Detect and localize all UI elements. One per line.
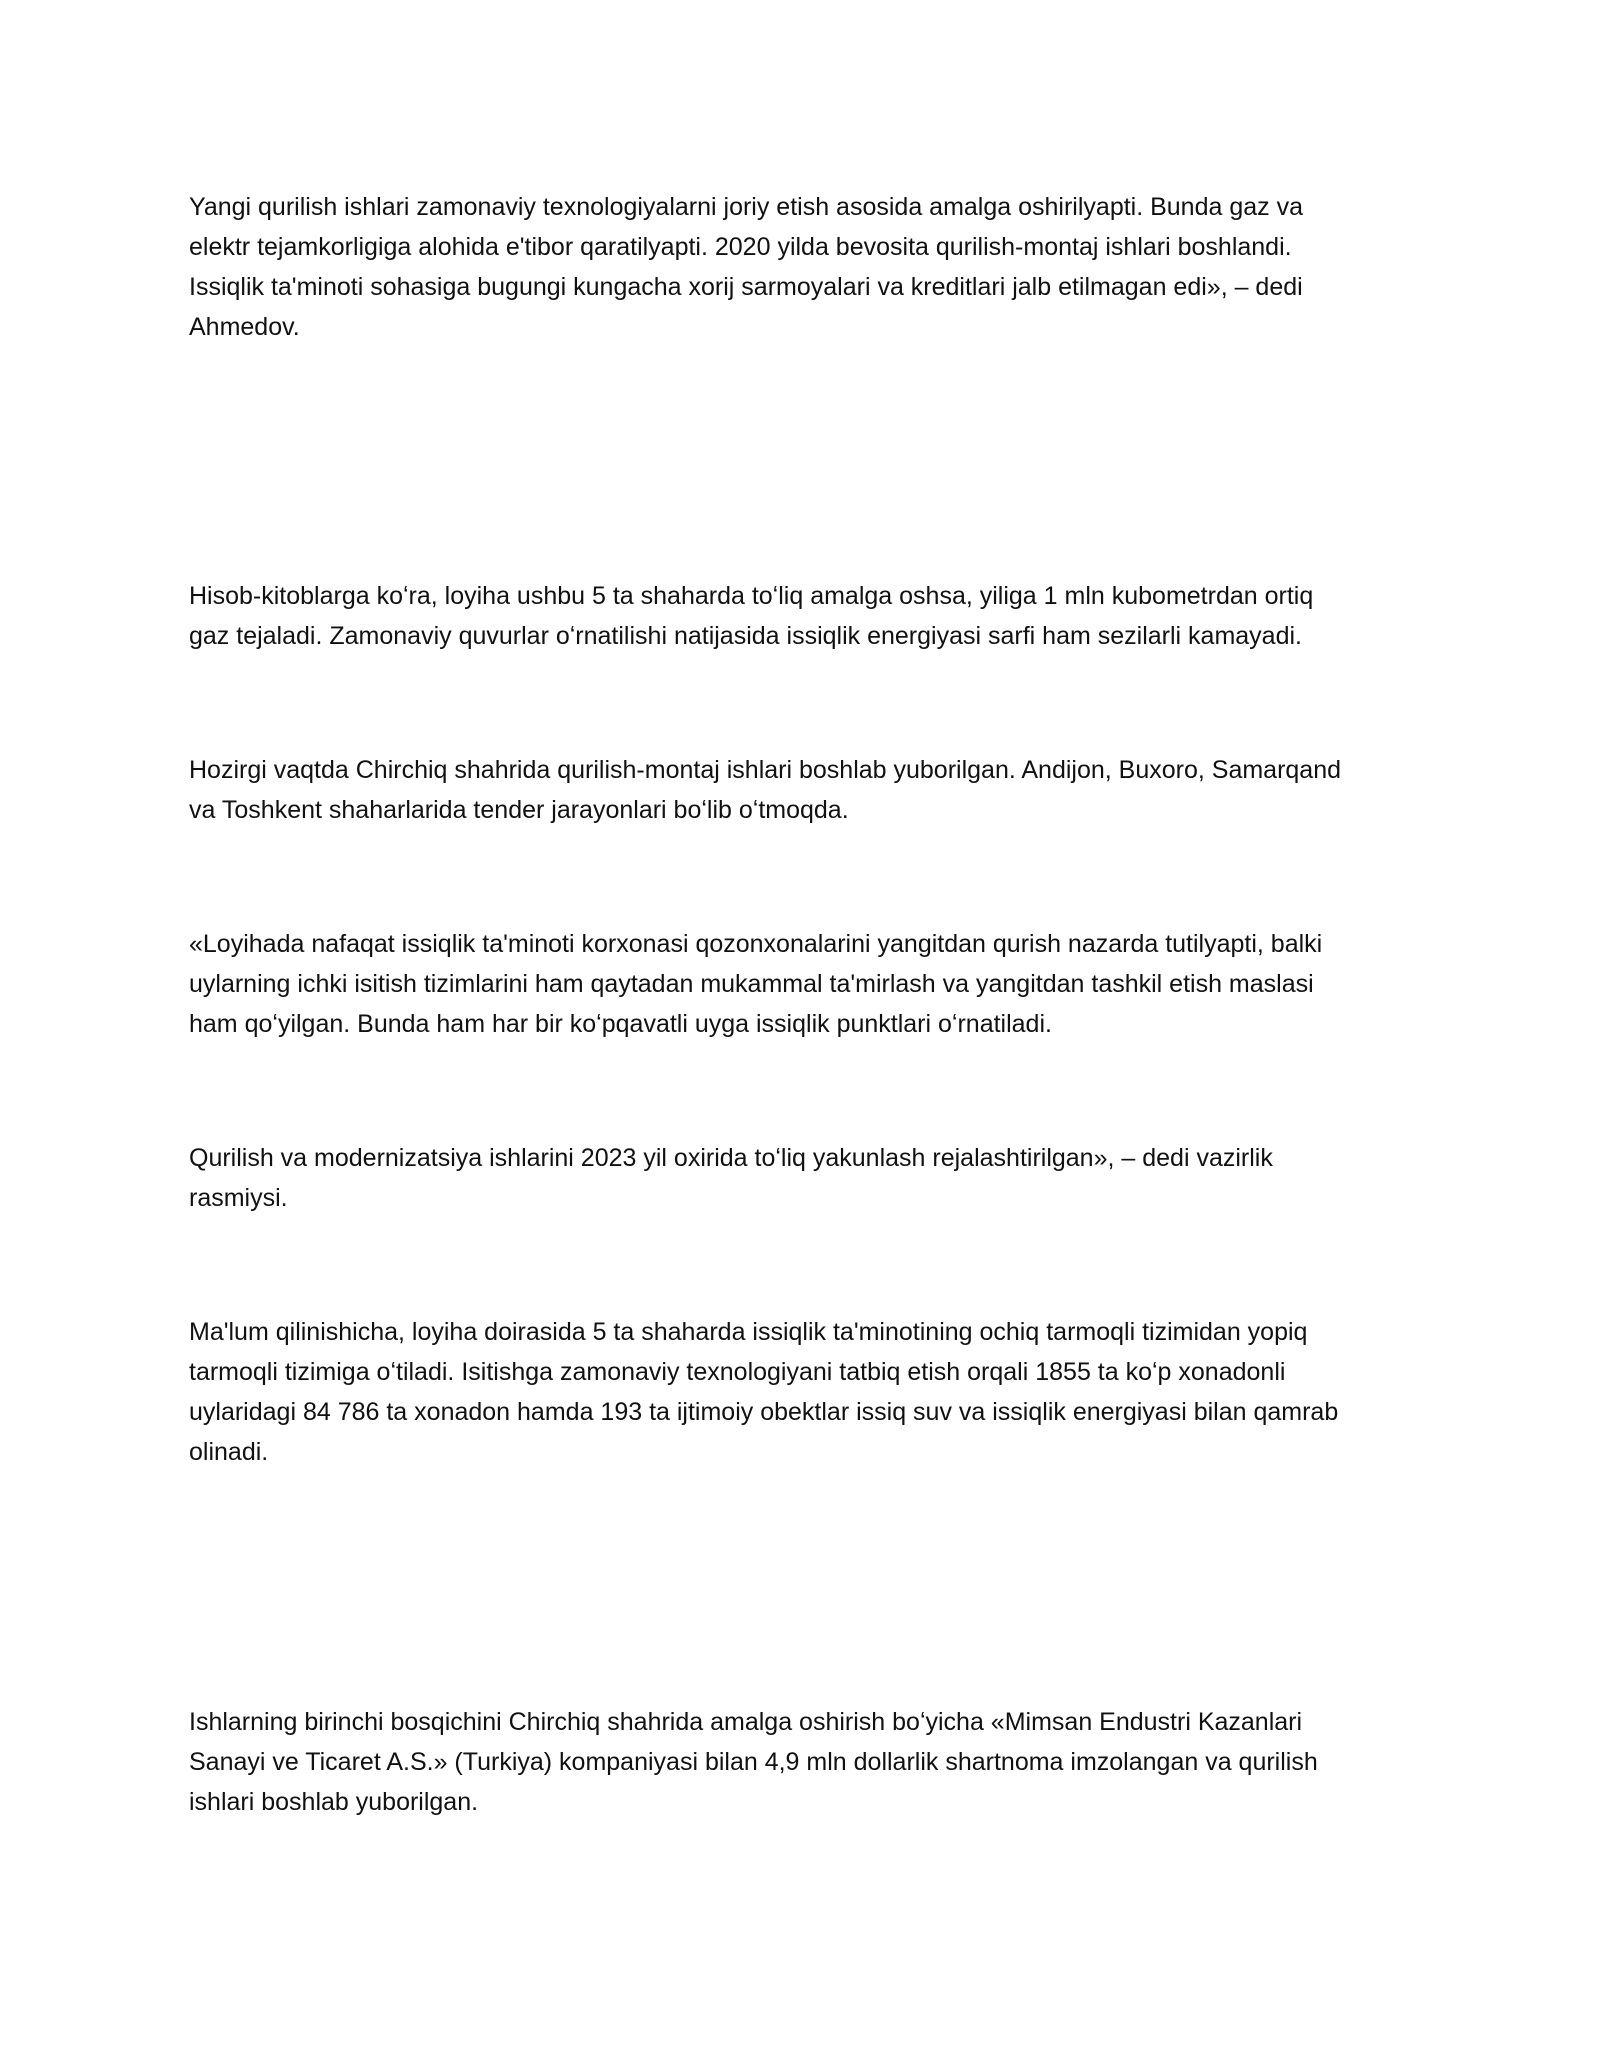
paragraph-closed-network: Ma'lum qilinishicha, loyiha doirasida 5 ta shaharda issiqlik ta'minotining ochiq tarmoqli tizimidan yopiq tarmoqli tizimiga oʻtiladi. Isitishga zamonaviy texnologiyani tatbiq etish orqali 1855 ta koʻp xonadonli uylaridagi 84 786 ta xonadon hamda 193 ta ijtimoiy obektlar issiq suv va issiqlik energiyasi bilan qamrab olinadi.: [189, 1318, 1339, 1466]
paragraph-completion-plan: Qurilish va modernizatsiya ishlarini 2023 yil oxirida toʻliq yakunlash rejalashtirilgan», – dedi vazirlik rasmiysi.: [189, 1144, 1273, 1212]
paragraph-project-quote: «Loyihada nafaqat issiqlik ta'minoti korxonasi qozonxonalarini yangitdan qurish nazarda tutilyapti, balki uylarning ichki isitish tizimlarini ham qaytadan mukammal ta'mirlash va yangitdan tashkil etish maslasi ham qoʻyilgan. Bunda ham har bir koʻpqavatli uyga issiqlik punktlari oʻrnatiladi.: [189, 930, 1323, 1038]
paragraph-gas-savings: Hisob-kitoblarga koʻra, loyiha ushbu 5 ta shaharda toʻliq amalga oshsa, yiliga 1 mln kubometrdan ortiq gaz tejaladi. Zamonaviy quvurlar oʻrnatilishi natijasida issiqlik energiyasi sarfi ham sezilarli kamayadi.: [189, 582, 1314, 650]
paragraph-first-stage-contract: Ishlarning birinchi bosqichini Chirchiq shahrida amalga oshirish boʻyicha «Mimsan Endustri Kazanlari Sanayi ve Ticaret A.S.» (Turkiya) kompaniyasi bilan 4,9 mln dollarlik shartnoma imzolangan va qurilish ishlari boshlab yuborilgan.: [189, 1708, 1318, 1816]
paragraph-construction-technologies: Yangi qurilish ishlari zamonaviy texnologiyalarni joriy etish asosida amalga oshirilyapti. Bunda gaz va elektr tejamkorligiga alohida e'tibor qaratilyapti. 2020 yilda bevosita qurilish-montaj ishlari boshlandi. Issiqlik ta'minoti sohasiga bugungi kungacha xorij sarmoyalari va kreditlari jalb etilmagan edi», – dedi Ahmedov.: [189, 193, 1304, 341]
paragraph-current-works: Hozirgi vaqtda Chirchiq shahrida qurilish-montaj ishlari boshlab yuborilgan. Andijon, Buxoro, Samarqand va Toshkent shaharlarida tender jarayonlari boʻlib oʻtmoqda.: [189, 756, 1342, 824]
